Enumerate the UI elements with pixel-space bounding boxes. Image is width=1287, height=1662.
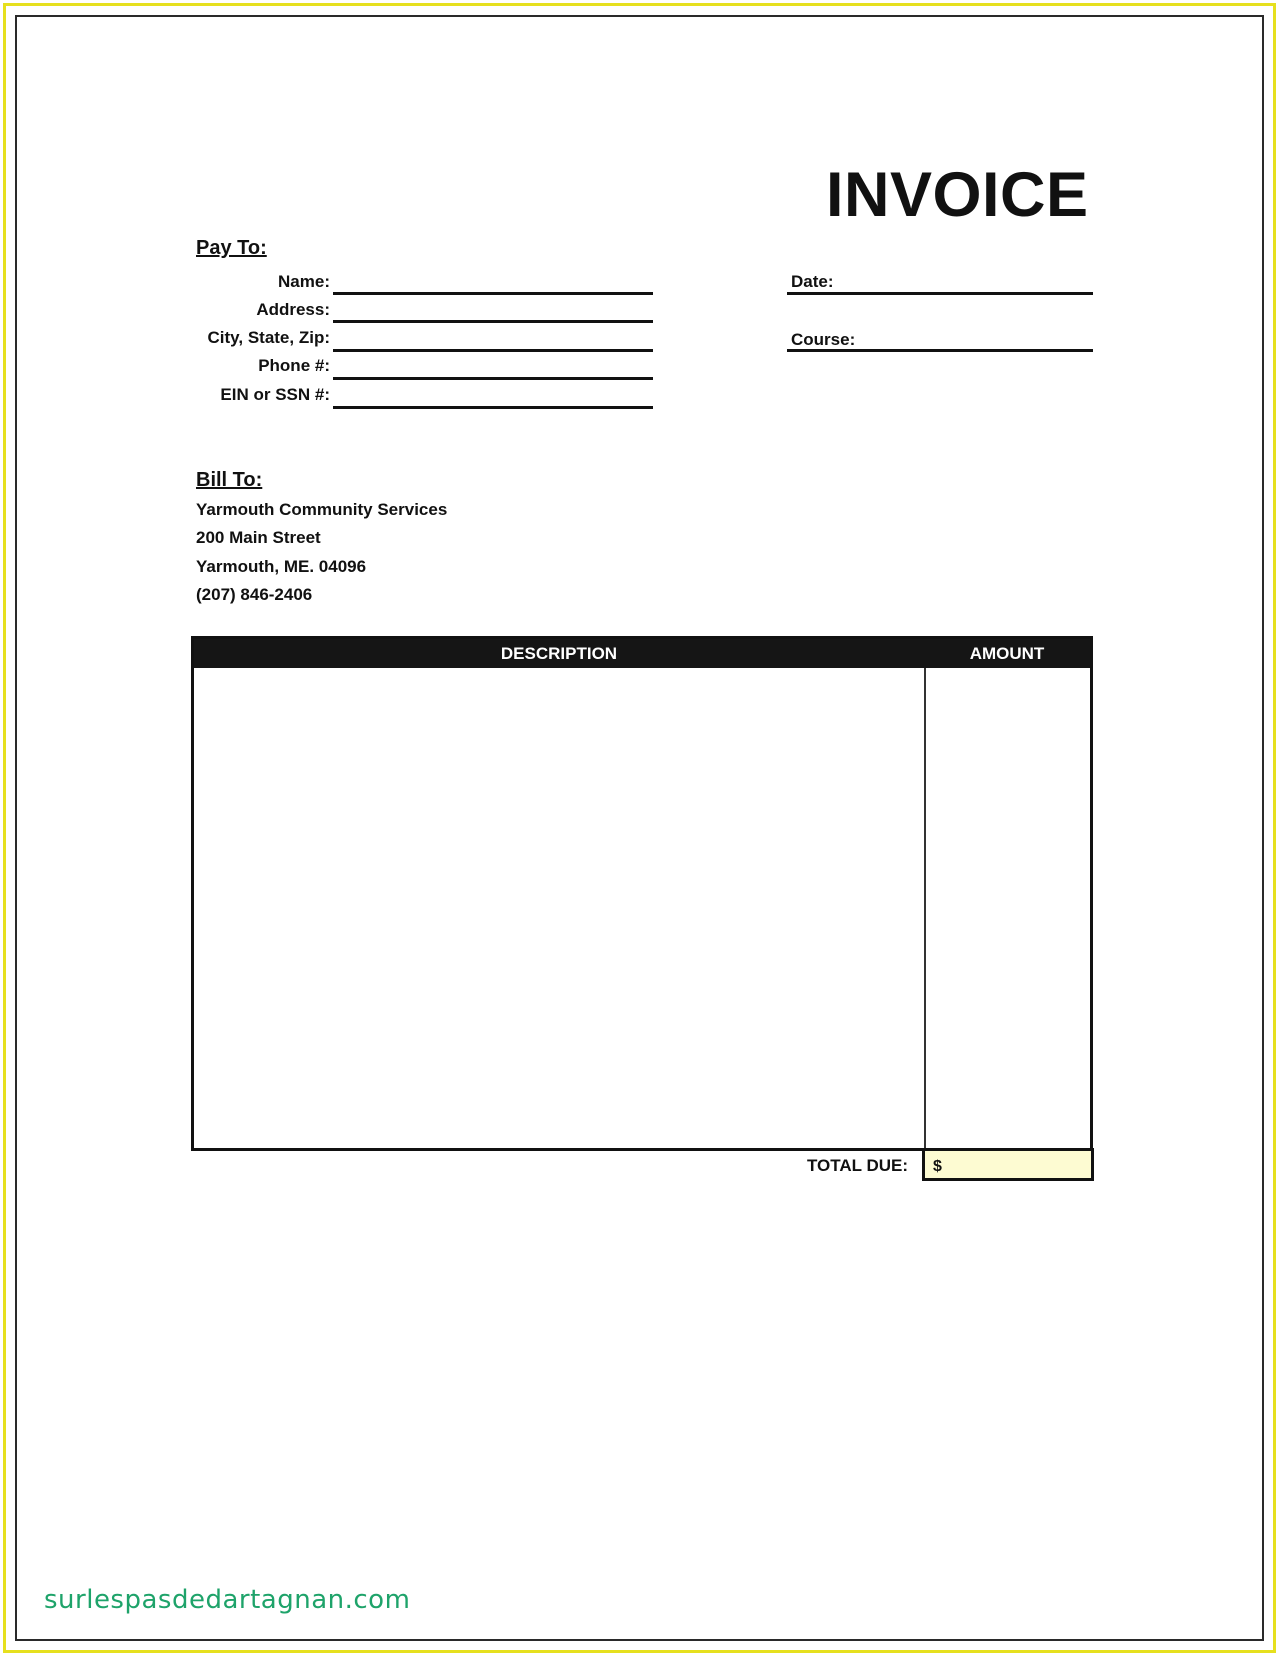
description-cell[interactable]	[194, 668, 924, 1148]
bill-to-org: Yarmouth Community Services	[196, 500, 448, 519]
bill-to-street: 200 Main Street	[196, 528, 321, 547]
city-state-zip-label: City, State, Zip:	[207, 328, 330, 347]
ein-ssn-label: EIN or SSN #:	[220, 385, 330, 404]
total-due-label: TOTAL DUE:	[806, 1156, 908, 1175]
date-field[interactable]	[787, 292, 1093, 295]
pay-to-heading: Pay To:	[196, 237, 267, 259]
ein-ssn-field[interactable]	[333, 406, 653, 409]
invoice-title: INVOICE	[826, 160, 1089, 230]
course-label: Course:	[791, 330, 856, 349]
bill-to-city: Yarmouth, ME. 04096	[196, 557, 367, 576]
line-items-table	[191, 636, 1093, 1151]
address-field[interactable]	[333, 320, 653, 323]
date-label: Date:	[791, 272, 834, 291]
description-column-header: DESCRIPTION	[500, 644, 618, 663]
currency-symbol: $	[933, 1158, 942, 1175]
course-field[interactable]	[787, 349, 1093, 352]
amount-column-header: AMOUNT	[969, 644, 1045, 663]
address-label: Address:	[256, 300, 330, 319]
bill-to-phone: (207) 846-2406	[196, 585, 313, 604]
total-due-field[interactable]	[922, 1148, 1094, 1181]
table-header	[194, 639, 1090, 668]
city-state-zip-field[interactable]	[333, 349, 653, 352]
name-field[interactable]	[333, 292, 653, 295]
phone-field[interactable]	[333, 377, 653, 380]
phone-label: Phone #:	[258, 356, 330, 375]
bill-to-heading: Bill To:	[196, 469, 263, 491]
watermark: surlespasdedartagnan.com	[44, 1585, 411, 1615]
name-label: Name:	[278, 272, 330, 291]
amount-cell[interactable]	[926, 668, 1090, 1148]
